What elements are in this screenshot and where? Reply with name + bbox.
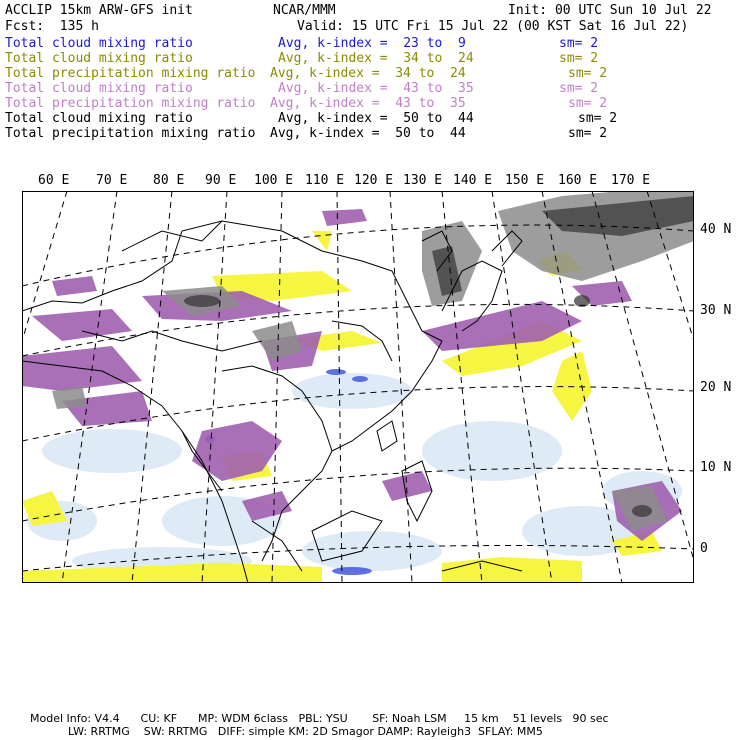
legend-sm-4: sm= 2: [559, 81, 599, 96]
lon-label-140e: 140 E: [453, 173, 493, 188]
legend-sm-7: sm= 2: [568, 126, 608, 141]
legend-name-5: Total precipitation mixing ratio: [5, 96, 256, 111]
legend-sm-6: sm= 2: [578, 111, 618, 126]
legend-avg-7: Avg, k-index = 50 to 44: [270, 126, 466, 141]
valid-time: Valid: 15 UTC Fri 15 Jul 22 (00 KST Sat 16 Jul 22): [297, 19, 689, 34]
center-name: NCAR/MMM: [273, 3, 336, 18]
lon-label-120e: 120 E: [354, 173, 394, 188]
model-info-line1: Model Info: V4.4 CU: KF MP: WDM 6class PBL: YSU SF: Noah LSM 15 km 51 levels 90 sec: [30, 712, 609, 725]
lat-label-20n: 20 N: [700, 380, 732, 395]
lon-label-70e: 70 E: [96, 173, 128, 188]
lon-label-100e: 100 E: [254, 173, 294, 188]
legend-sm-5: sm= 2: [568, 96, 608, 111]
lon-label-150e: 150 E: [505, 173, 545, 188]
legend-avg-4: Avg, k-index = 43 to 35: [278, 81, 474, 96]
lon-label-160e: 160 E: [558, 173, 598, 188]
lat-label-40n: 40 N: [700, 222, 732, 237]
legend-name-2: Total cloud mixing ratio: [5, 51, 193, 66]
model-info-line2: LW: RRTMG SW: RRTMG DIFF: simple KM: 2D Smagor DAMP: Rayleigh3 SFLAY: MM5: [68, 725, 543, 738]
lon-label-80e: 80 E: [153, 173, 185, 188]
legend-name-4: Total cloud mixing ratio: [5, 81, 193, 96]
lon-label-170e: 170 E: [611, 173, 651, 188]
legend-avg-2: Avg, k-index = 34 to 24: [278, 51, 474, 66]
lon-label-60e: 60 E: [38, 173, 70, 188]
legend-sm-2: sm= 2: [559, 51, 599, 66]
legend-name-1: Total cloud mixing ratio: [5, 36, 193, 51]
legend-avg-6: Avg, k-index = 50 to 44: [278, 111, 474, 126]
lon-label-110e: 110 E: [305, 173, 345, 188]
legend-avg-5: Avg, k-index = 43 to 35: [270, 96, 466, 111]
legend-name-6: Total cloud mixing ratio: [5, 111, 193, 126]
legend-name-7: Total precipitation mixing ratio: [5, 126, 256, 141]
lon-label-90e: 90 E: [205, 173, 237, 188]
lon-label-130e: 130 E: [403, 173, 443, 188]
legend-sm-1: sm= 2: [559, 36, 599, 51]
lat-label-30n: 30 N: [700, 303, 732, 318]
legend-sm-3: sm= 2: [568, 66, 608, 81]
forecast-hour: Fcst: 135 h: [5, 19, 99, 34]
legend-avg-1: Avg, k-index = 23 to 9: [278, 36, 466, 51]
lat-label-0: 0: [700, 541, 708, 556]
legend-name-3: Total precipitation mixing ratio: [5, 66, 256, 81]
legend-avg-3: Avg, k-index = 34 to 24: [270, 66, 466, 81]
init-time: Init: 00 UTC Sun 10 Jul 22: [508, 3, 712, 18]
lat-label-10n: 10 N: [700, 460, 732, 475]
forecast-map: [22, 191, 694, 583]
model-title: ACCLIP 15km ARW-GFS init: [5, 3, 193, 18]
